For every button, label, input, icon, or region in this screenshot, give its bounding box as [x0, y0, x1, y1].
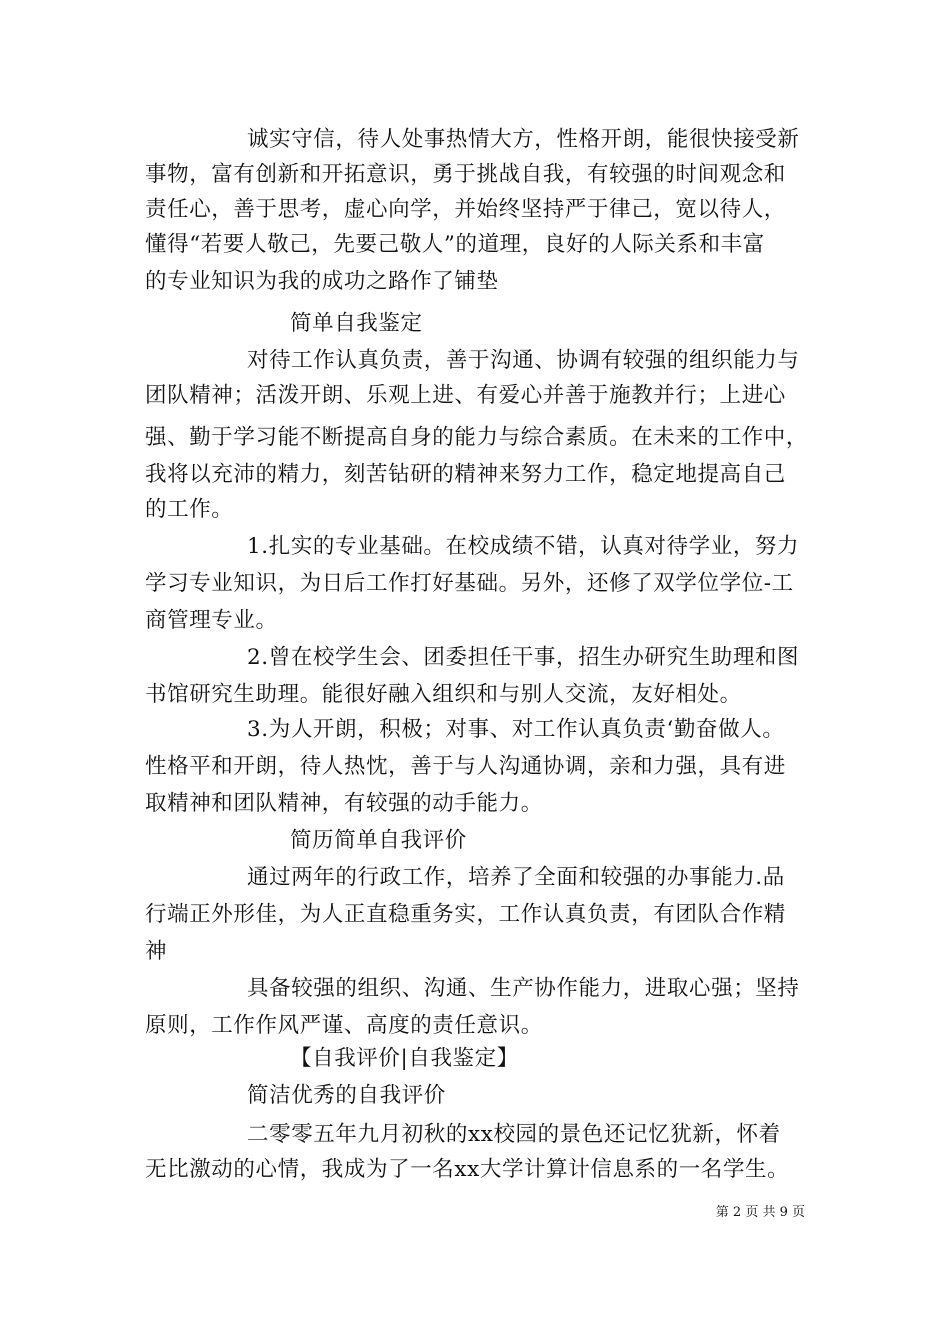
section-heading: 简历简单自我评价: [290, 828, 467, 853]
text-line: 神: [145, 939, 168, 964]
numbered-item: 3.为人开朗，积极；对事、对工作认真负责‘勤奋做人。: [247, 717, 785, 742]
text-line: 无比激动的心情，我成为了一名xx大学计算计信息系的一名学生。: [145, 1157, 790, 1182]
text-line: 二零零五年九月初秋的xx校园的景色还记忆犹新，怀着: [247, 1122, 781, 1147]
section-heading: 简洁优秀的自我评价: [247, 1083, 446, 1108]
text-line: 性格平和开朗，待人热忱，善于与人沟通协调，亲和力强，具有进: [145, 754, 786, 779]
text-line: 通过两年的行政工作，培养了全面和较强的办事能力.品: [247, 865, 785, 890]
text-line: 取精神和团队精神，有较强的动手能力。: [145, 791, 543, 816]
text-line: 责任心，善于思考，虚心向学，并始终坚持严于律己，宽以待人，: [145, 197, 786, 222]
text-line: 诚实守信，待人处事热情大方，性格开朗，能很快接受新: [247, 127, 800, 152]
numbered-item: 1.扎实的专业基础。在校成绩不错，认真对待学业，努力: [247, 534, 800, 559]
text-line: 具备较强的组织、沟通、生产协作能力，进取心强；坚持: [247, 976, 800, 1001]
section-heading: 简单自我鉴定: [290, 311, 423, 336]
text-line: 懂得“若要人敬己，先要己敬人”的道理，良好的人际关系和丰富: [145, 232, 765, 257]
page-number-footer: 第 2 页 共 9 页: [715, 1205, 805, 1220]
text-line: 的专业知识为我的成功之路作了铺垫: [145, 269, 499, 294]
text-line: 我将以充沛的精力，刻苦钻研的精神来努力工作，稳定地提高自己: [145, 462, 786, 487]
text-line: 学习专业知识，为日后工作打好基础。另外，还修了双学位学位-工: [145, 571, 794, 596]
text-line: 的工作。: [145, 497, 234, 522]
text-line: 行端正外形佳，为人正直稳重务实，工作认真负责，有团队合作精: [145, 902, 786, 927]
text-line: 强、勤于学习能不断提高自身的能力与综合素质。在未来的工作中，: [145, 425, 809, 450]
text-line: 对待工作认真负责，善于沟通、协调有较强的组织能力与: [247, 348, 800, 373]
text-line: 事物，富有创新和开拓意识，勇于挑战自我，有较强的时间观念和: [145, 162, 786, 187]
numbered-item: 2.曾在校学生会、团委担任干事，招生办研究生助理和图: [247, 645, 800, 670]
text-line: 团队精神；活泼开朗、乐观上进、有爱心并善于施教并行；上进心: [145, 383, 786, 408]
text-line: 原则，工作作风严谨、高度的责任意识。: [145, 1013, 543, 1038]
text-line: 商管理专业。: [145, 608, 278, 633]
text-line: 书馆研究生助理。能很好融入组织和与别人交流，友好相处。: [145, 682, 742, 707]
section-heading: 【自我评价|自我鉴定】: [290, 1046, 519, 1071]
